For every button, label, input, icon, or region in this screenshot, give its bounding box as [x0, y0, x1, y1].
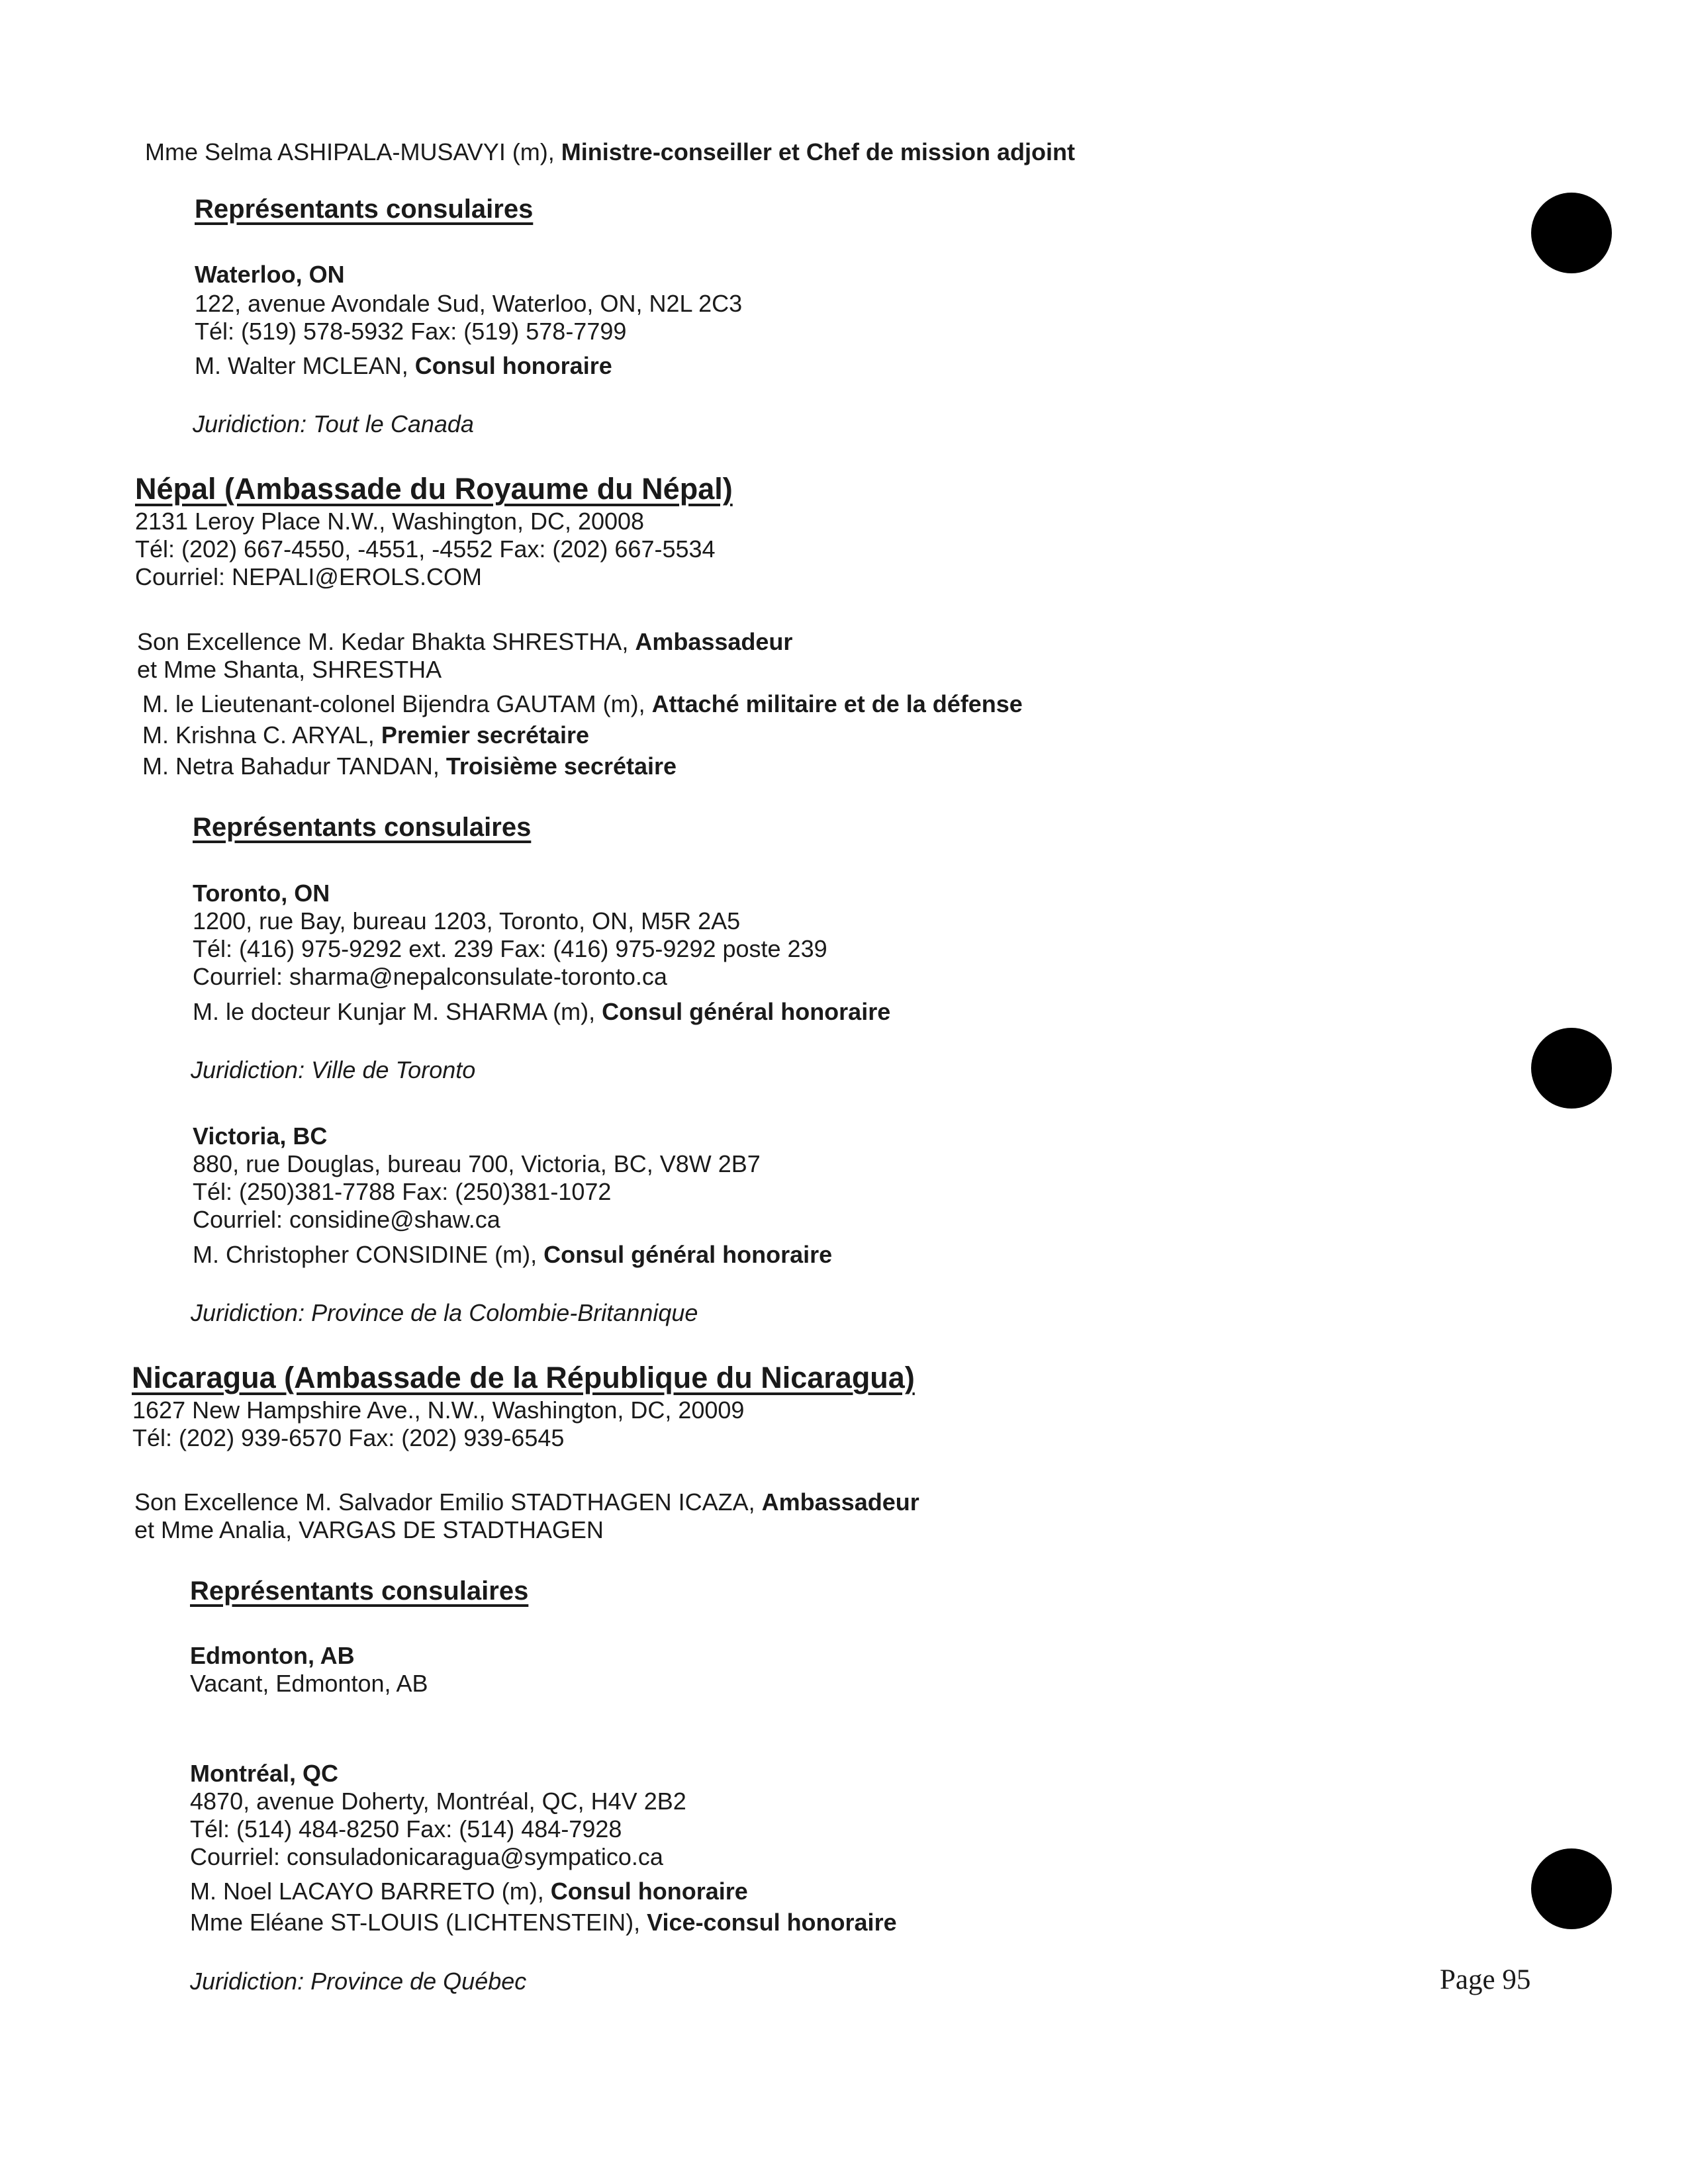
consul-title: Vice-consul honoraire [647, 1909, 897, 1936]
staff-name: M. Netra Bahadur TANDAN, [142, 752, 446, 780]
consulate-city: Waterloo, ON [195, 261, 345, 288]
staff-line [137, 658, 442, 682]
staff-title: Attaché militaire et de la défense [651, 690, 1023, 717]
consul-line [193, 1000, 890, 1024]
embassy-phone: Tél: (202) 939-6570 Fax: (202) 939-6545 [132, 1424, 565, 1451]
consulate-email: Courriel: considine@shaw.ca [193, 1206, 500, 1233]
staff-line [134, 1490, 919, 1514]
country-heading-nicaragua: Nicaragua (Ambassade de la République du Nicaragua) [132, 1361, 915, 1394]
staff-name: M. le Lieutenant-colonel Bijendra GAUTAM (m), [142, 690, 652, 717]
consulate-address: 880, rue Douglas, bureau 700, Victoria, BC, V8W 2B7 [193, 1150, 761, 1177]
consulate-city: Montréal, QC [190, 1760, 339, 1787]
consul-title: Consul honoraire [550, 1878, 748, 1905]
consul-title: Consul général honoraire [543, 1241, 833, 1268]
staff-name: et Mme Shanta, SHRESTHA [137, 656, 442, 683]
consulate-email: Courriel: sharma@nepalconsulate-toronto.ca [193, 963, 667, 990]
staff-line [134, 1518, 604, 1542]
consul-title: Consul honoraire [414, 352, 612, 379]
consulate-city: Edmonton, AB [190, 1642, 355, 1669]
staff-line [142, 692, 1023, 716]
staff-line [142, 754, 677, 778]
consulate-phone: Tél: (250)381-7788 Fax: (250)381-1072 [193, 1178, 612, 1205]
consul-line [193, 1243, 832, 1267]
consul-name: Mme Eléane ST-LOUIS (LICHTENSTEIN), [190, 1909, 647, 1936]
consul-name: M. Noel LACAYO BARRETO (m), [190, 1878, 551, 1905]
staff-name: Mme Selma ASHIPALA-MUSAVYI (m), [145, 138, 561, 165]
staff-title: Ambassadeur [635, 628, 793, 655]
embassy-address: 2131 Leroy Place N.W., Washington, DC, 20008 [135, 508, 645, 535]
embassy-address: 1627 New Hampshire Ave., N.W., Washington, DC, 20009 [132, 1396, 745, 1424]
consular-heading: Représentants consulaires [195, 195, 534, 224]
consul-title: Consul général honoraire [602, 998, 891, 1025]
consulate-address: 4870, avenue Doherty, Montréal, QC, H4V 2B2 [190, 1788, 686, 1815]
jurisdiction: Juridiction: Province de la Colombie-Britannique [191, 1299, 698, 1326]
staff-name: M. Krishna C. ARYAL, [142, 721, 381, 749]
punch-hole [1531, 193, 1612, 273]
consulate-address: 1200, rue Bay, bureau 1203, Toronto, ON, M5R 2A5 [193, 907, 741, 934]
jurisdiction: Juridiction: Ville de Toronto [191, 1056, 476, 1083]
jurisdiction: Juridiction: Province de Québec [190, 1968, 527, 1995]
punch-hole [1531, 1848, 1612, 1929]
consul-name: M. le docteur Kunjar M. SHARMA (m), [193, 998, 602, 1025]
staff-name: Son Excellence M. Salvador Emilio STADTHAGEN ICAZA, [134, 1488, 762, 1516]
consulate-address: 122, avenue Avondale Sud, Waterloo, ON, N2L 2C3 [195, 290, 743, 317]
consular-heading: Représentants consulaires [193, 813, 532, 842]
staff-line [137, 630, 792, 654]
consulate-city: Victoria, BC [193, 1122, 328, 1150]
consulate-phone: Tél: (416) 975-9292 ext. 239 Fax: (416) 975-9292 poste 239 [193, 935, 827, 962]
consulate-phone: Tél: (514) 484-8250 Fax: (514) 484-7928 [190, 1815, 622, 1843]
consul-name: M. Christopher CONSIDINE (m), [193, 1241, 544, 1268]
consul-name: M. Walter MCLEAN, [195, 352, 415, 379]
staff-line [145, 140, 1075, 164]
staff-title: Ministre-conseiller et Chef de mission adjoint [561, 138, 1075, 165]
consulate-phone: Tél: (519) 578-5932 Fax: (519) 578-7799 [195, 318, 627, 345]
consul-line [190, 1911, 897, 1934]
country-heading-nepal: Népal (Ambassade du Royaume du Népal) [135, 472, 733, 506]
staff-name: Son Excellence M. Kedar Bhakta SHRESTHA, [137, 628, 635, 655]
page-number: Page 95 [1440, 1964, 1531, 1995]
consulate-email: Courriel: consuladonicaragua@sympatico.ca [190, 1843, 663, 1870]
consul-line [195, 354, 612, 378]
punch-hole [1531, 1028, 1612, 1109]
embassy-phone: Tél: (202) 667-4550, -4551, -4552 Fax: (202) 667-5534 [135, 535, 716, 563]
embassy-email: Courriel: NEPALI@EROLS.COM [135, 563, 483, 590]
staff-name: et Mme Analia, VARGAS DE STADTHAGEN [134, 1516, 604, 1543]
consulate-address: Vacant, Edmonton, AB [190, 1670, 428, 1697]
jurisdiction: Juridiction: Tout le Canada [193, 410, 474, 437]
consul-line [190, 1880, 748, 1903]
consulate-city: Toronto, ON [193, 880, 330, 907]
staff-title: Troisième secrétaire [445, 752, 677, 780]
staff-title: Premier secrétaire [381, 721, 590, 749]
consular-heading: Représentants consulaires [190, 1576, 529, 1606]
staff-line [142, 723, 589, 747]
staff-title: Ambassadeur [761, 1488, 919, 1516]
